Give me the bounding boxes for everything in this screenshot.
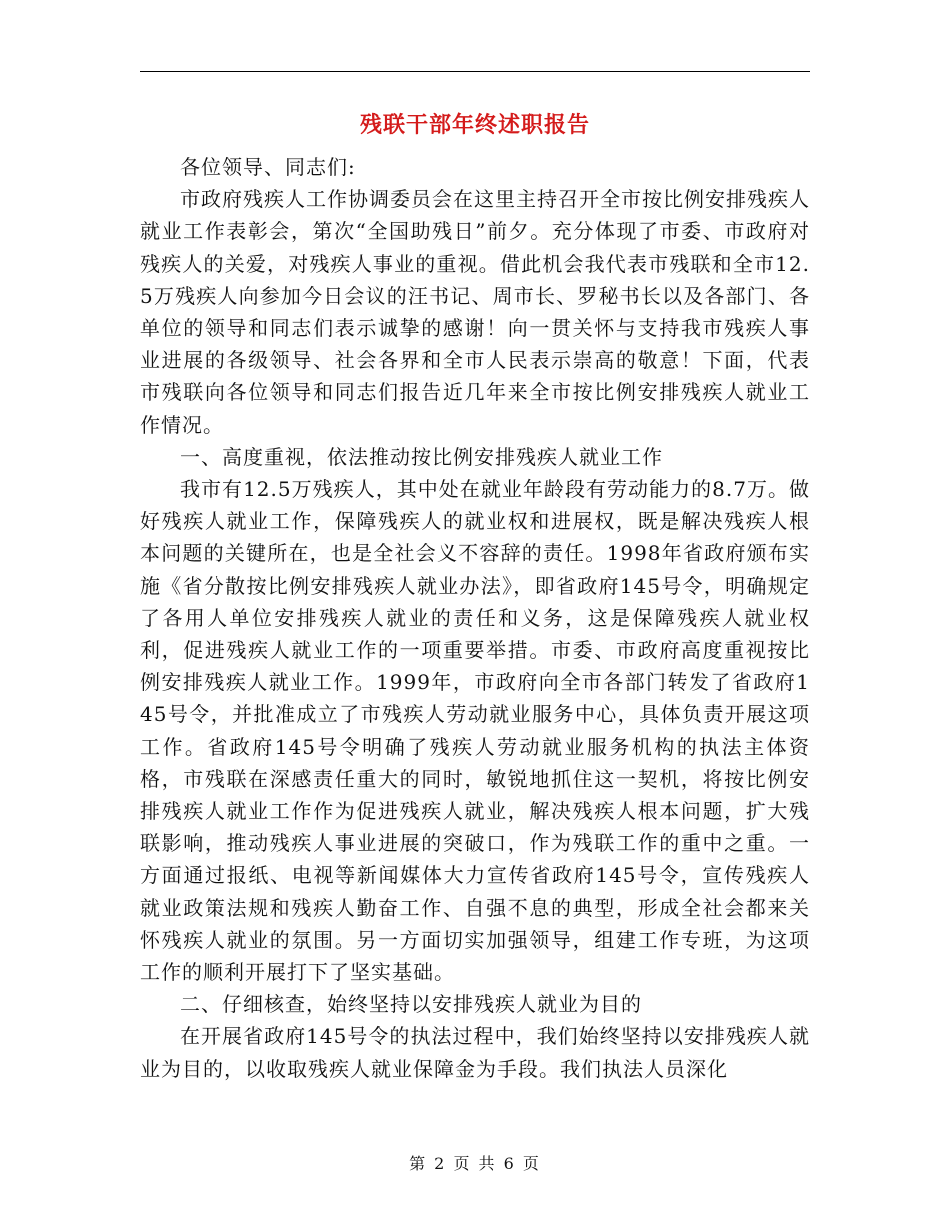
document-body <box>140 151 810 1085</box>
document-title: 残联干部年终述职报告 <box>359 112 590 138</box>
section-heading-1: 一、高度重视，依法推动按比例安排残疾人就业工作 <box>180 444 663 469</box>
page-number-footer: 第 2 页 共 6 页 <box>409 1154 541 1173</box>
paragraph-section-2: 在开展省政府145号令的执法过程中，我们始终坚持以安排残疾人就业为目的，以收取残疾人就业保障金为手段。我们执法人员深化 <box>140 1024 810 1081</box>
section-heading-2: 二、仔细核查，始终坚持以安排残疾人就业为目的 <box>180 992 642 1017</box>
header-rule <box>140 71 810 72</box>
paragraph-section-1: 我市有12.5万残疾人，其中处在就业年龄段有劳动能力的8.7万。做好残疾人就业工作，保障残疾人的就业权和进展权，既是解决残疾人根本问题的关键所在，也是全社会义不容辞的责任。1998年省政府颁布实施《省分散按比例安排残疾人就业办法》，即省政府145号令，明确规定了各用人单位安排残疾人就业的责任和义务，这是保障残疾人就业权利，促进残疾人就业工作的一项重要举措。市委、市政府高度重视按比例安排残疾人就业工作。1999年，市政府向全市各部门转发了省政府145号令，并批准成立了市残疾人劳动就业服务中心，具体负责开展这项工作。省政府145号令明确了残疾人劳动就业服务机构的执法主体资格，市残联在深感责任重大的同时，敏锐地抓住这一契机，将按比例安排残疾人就业工作作为促进残疾人就业，解决残疾人根本问题，扩大残联影响，推动残疾人事业进展的突破口，作为残联工作的重中之重。一方面通过报纸、电视等新闻媒体大力宣传省政府145号令，宣传残疾人就业政策法规和残疾人勤奋工作、自强不息的典型，形成全社会都来关怀残疾人就业的氛围。另一方面切实加强领导，组建工作专班，为这项工作的顺利开展打下了坚实基础。 <box>140 477 810 985</box>
paragraph-salutation: 各位领导、同志们: <box>180 155 356 179</box>
paragraph-intro: 市政府残疾人工作协调委员会在这里主持召开全市按比例安排残疾人就业工作表彰会，第次“全国助残日”前夕。充分体现了市委、市政府对残疾人的关爱，对残疾人事业的重视。借此机会我代表市残联和全市12.5万残疾人向参加今日会议的汪书记、周市长、罗秘书长以及各部门、各单位的领导和同志们表示诚挚的感谢！向一贯关怀与支持我市残疾人事业进展的各级领导、社会各界和全市人民表示崇高的敬意！下面，代表市残联向各位领导和同志们报告近几年来全市按比例安排残疾人就业工作情况。 <box>140 187 810 437</box>
